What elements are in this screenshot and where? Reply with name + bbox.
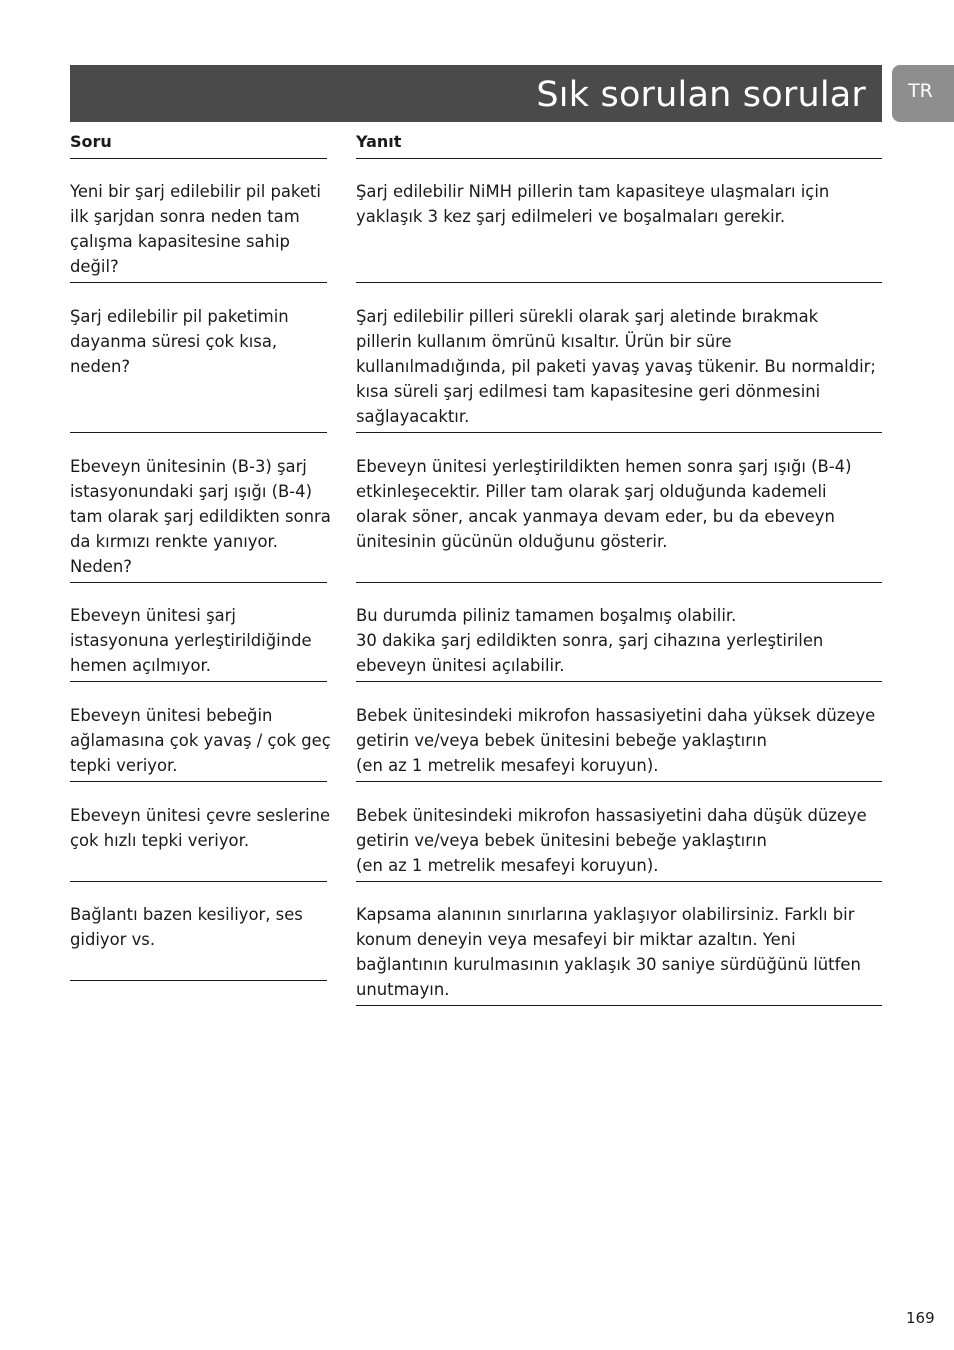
faq-question: Şarj edilebilir pil paketimin dayanma süresi çok kısa, neden?	[70, 307, 289, 376]
faq-question: Ebeveyn ünitesinin (B-3) şarj istasyonundaki şarj ışığı (B-4) tam olarak şarj edildikten sonra da kırmızı renkte yanıyor. Neden?	[70, 457, 331, 576]
answer-column-header: Yanıt	[356, 132, 402, 151]
row-divider	[70, 980, 327, 981]
faq-question: Ebeveyn ünitesi şarj istasyonuna yerleştirildiğinde hemen açılmıyor.	[70, 606, 312, 675]
row-divider	[356, 681, 882, 682]
faq-answer: Ebeveyn ünitesi yerleştirildikten hemen sonra şarj ışığı (B-4) etkinleşecektir. Piller tam olarak şarj olduğunda kademeli olarak söner, ancak yanmaya devam eder, bu da ebeveyn ünitesinin gücünün olduğunu gösterir.	[356, 457, 852, 551]
faq-question: Bağlantı bazen kesiliyor, ses gidiyor vs.	[70, 905, 303, 949]
row-divider	[70, 582, 327, 583]
faq-answer: Bebek ünitesindeki mikrofon hassasiyetini daha yüksek düzeye getirin ve/veya bebek ünitesini bebeğe yaklaştırın (en az 1 metrelik mesafeyi koruyun).	[356, 706, 876, 775]
row-divider	[356, 781, 882, 782]
header-divider	[356, 158, 882, 159]
faq-answer: Şarj edilebilir NiMH pillerin tam kapasiteye ulaşmaları için yaklaşık 3 kez şarj edilmeleri ve boşalmaları gerekir.	[356, 182, 830, 226]
row-divider	[70, 781, 327, 782]
faq-question: Ebeveyn ünitesi çevre seslerine çok hızlı tepki veriyor.	[70, 806, 331, 850]
page-title: Sık sorulan sorular	[536, 75, 866, 115]
header-divider	[70, 158, 327, 159]
faq-answer: Bu durumda piliniz tamamen boşalmış olabilir. 30 dakika şarj edildikten sonra, şarj cihazına yerleştirilen ebeveyn ünitesi açılabilir.	[356, 606, 824, 675]
language-tab	[892, 65, 954, 122]
row-divider	[356, 282, 882, 283]
row-divider	[356, 582, 882, 583]
faq-question: Ebeveyn ünitesi bebeğin ağlamasına çok yavaş / çok geç tepki veriyor.	[70, 706, 331, 775]
row-divider	[356, 881, 882, 882]
row-divider	[356, 1005, 882, 1006]
faq-answer: Bebek ünitesindeki mikrofon hassasiyetini daha düşük düzeye getirin ve/veya bebek ünitesini bebeğe yaklaştırın (en az 1 metrelik mesafeyi koruyun).	[356, 806, 867, 875]
row-divider	[356, 432, 882, 433]
row-divider	[70, 881, 327, 882]
row-divider	[70, 282, 327, 283]
faq-answer: Kapsama alanının sınırlarına yaklaşıyor olabilirsiniz. Farklı bir konum deneyin veya mesafeyi bir miktar azaltın. Yeni bağlantının kurulmasının yaklaşık 30 saniye sürdüğünü lütfen unutmayın.	[356, 905, 861, 999]
question-column-header: Soru	[70, 132, 112, 151]
faq-answer: Şarj edilebilir pilleri sürekli olarak şarj aletinde bırakmak pillerin kullanım ömrünü kısaltır. Ürün bir süre kullanılmadığında, pil paketi yavaş yavaş tükenir. Bu normaldir; kısa süreli şarj edilmesi tam kapasitesine geri dönmesini sağlayacaktır.	[356, 307, 876, 426]
language-label: TR	[908, 80, 933, 102]
row-divider	[70, 681, 327, 682]
row-divider	[70, 432, 327, 433]
faq-question: Yeni bir şarj edilebilir pil paketi ilk şarjdan sonra neden tam çalışma kapasitesine sahip değil?	[70, 182, 321, 276]
header-bar	[70, 65, 882, 122]
page-number: 169	[906, 1309, 935, 1327]
